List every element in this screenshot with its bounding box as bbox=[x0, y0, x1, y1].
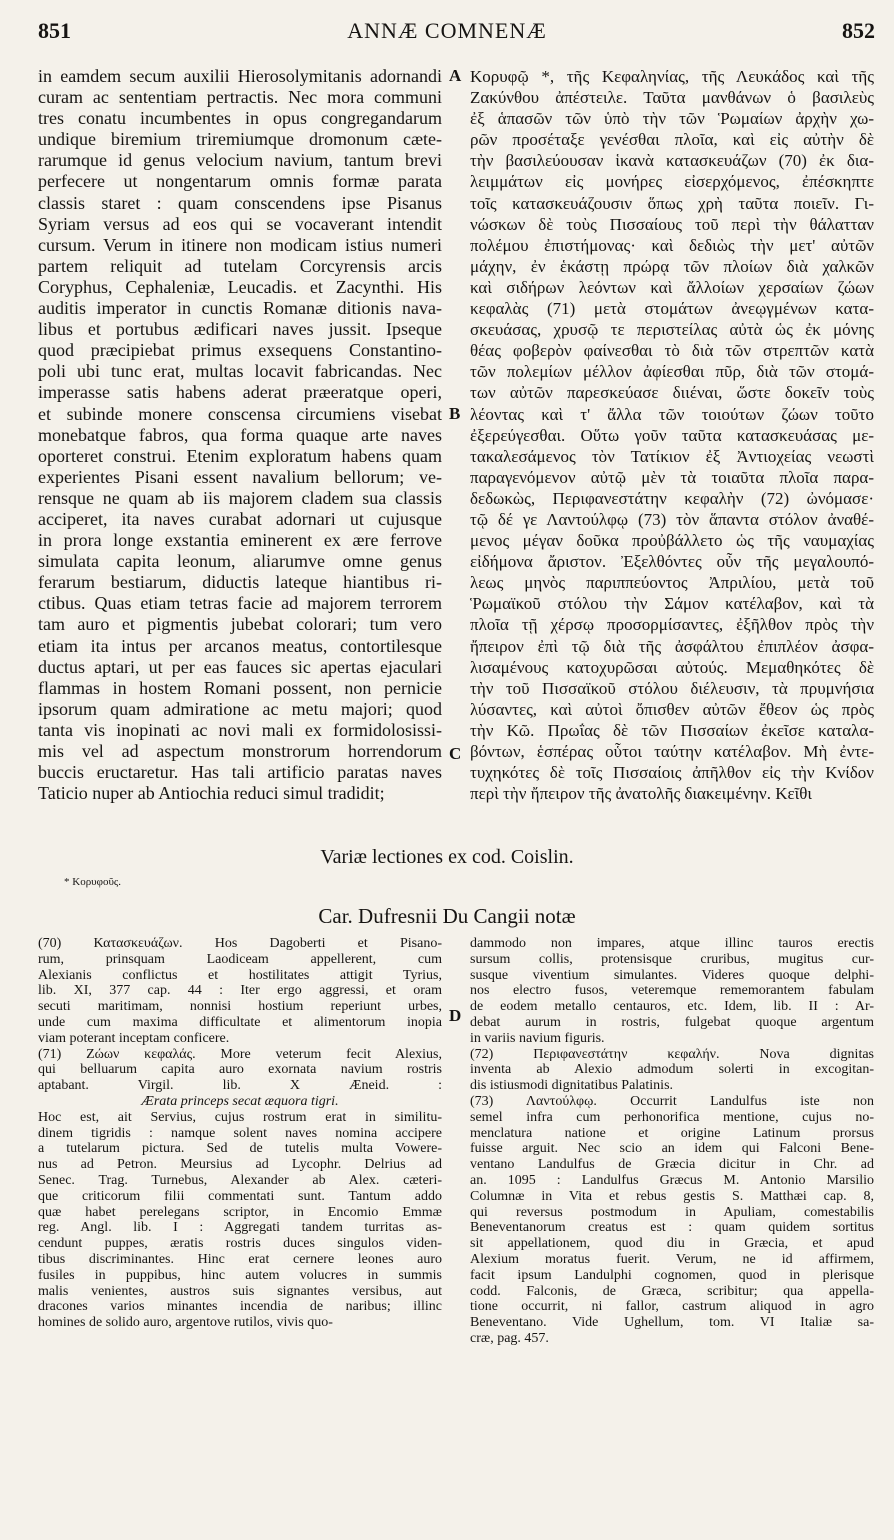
latin-text-line: in eamdem secum auxilii Hierosolymitanis adornandi bbox=[38, 66, 442, 86]
latin-text-line: tres conatu incumbentes in opus congregandarum bbox=[38, 108, 442, 129]
note-line: susque viventium simulantes. Videres quoque delphi- bbox=[470, 967, 874, 983]
latin-text-line: ferarum bestiarum, diductis lateque hiantibus ri- bbox=[38, 572, 442, 593]
margin-mark-b: B bbox=[449, 404, 461, 423]
latin-text-line: tam auro et pigmentis jubebat colorari; tum vero bbox=[38, 614, 442, 635]
note-line: cræ, pag. 457. bbox=[470, 1330, 549, 1346]
greek-text-line: λεως μηνὸς παριππεύοντος Ἀπριλίου, μετὰ τοῦ bbox=[470, 573, 874, 593]
notes-right-column bbox=[470, 936, 874, 1347]
page-number-left: 851 bbox=[38, 18, 71, 43]
latin-text-line: cursum. Verum in itinere non modicam istius numeri bbox=[38, 234, 442, 255]
latin-text-line: tanta vis inopinati ac novi mali ex formidolosissi- bbox=[38, 719, 442, 740]
greek-text-line: τακαλεσάμενος τὸν Τατίκιον ἐξ Ἀντιοχείας νεωστὶ bbox=[470, 446, 874, 466]
latin-text-line: ipsorum quam admiratione ac metu majori; quod bbox=[38, 698, 442, 719]
latin-text-line: simulata capita leonum, aliarumve omne genus bbox=[38, 551, 442, 572]
page-header bbox=[0, 18, 894, 52]
greek-text-line: θέας φοβερὸν φαίνεσθαι τὸ διὰ τῶν στρεπτῶν κατὰ bbox=[470, 341, 874, 361]
greek-text-line: σκευάσας, χρυσῷ τε περιστείλας αὐτὰ ὡς ἐκ μόνης bbox=[470, 320, 874, 340]
margin-mark-a: A bbox=[449, 66, 462, 85]
note-line: Beneventano. Vide Ughellum, tom. VI Italiæ sa- bbox=[470, 1315, 874, 1331]
greek-text-line: Κορυφῷ *, τῆς Κεφαληνίας, τῆς Λευκάδος καὶ τῆς bbox=[470, 67, 874, 86]
note-line: nos electro fusos, veteremque rememorantem fabulam bbox=[470, 983, 874, 999]
latin-text-line: undique biremium triremiumque dromonum cæte- bbox=[38, 129, 442, 150]
note-line: (71) Ζώων κεφαλάς. More veterum fecit Alexius, bbox=[38, 1046, 442, 1062]
note-line: aptabant. Virgil. lib. X Æneid. : bbox=[38, 1078, 442, 1094]
note-line: dis istiusmodi dignitatibus Palatinis. bbox=[470, 1078, 674, 1094]
note-line: de eodem metallo centauros, etc. Idem, lib. II : Ar- bbox=[470, 999, 874, 1015]
greek-text-line: δεδωκὼς, Περιφανεστάτην κεφαλὴν (72) ὠνόμασε· bbox=[470, 488, 874, 508]
greek-text-line: τὴν τοῦ Πισσαϊκοῦ στόλου διέλευσιν, τὰ πρυμνήσια bbox=[470, 678, 874, 698]
note-line: tibus discriminantes. Hinc erat cernere leones auro bbox=[38, 1251, 442, 1267]
greek-text-line: περὶ τὴν ἤπειρον τῆς ἀνατολῆς διακειμένην. Κεῖθι bbox=[470, 784, 812, 804]
latin-text-line: rensque ne quam ab iis majorem cladem sua classis bbox=[38, 487, 442, 508]
greek-text-line: καὶ σιδήρων λεόντων καὶ ἄλλοίων χερσαίων ζώων bbox=[470, 277, 874, 297]
greek-text-line: τῷ δέ γε Λαντούλφῳ (73) τὸν ἅπαντα στόλον ἀναθέ- bbox=[470, 509, 874, 529]
greek-text-line: ρῶν προσέταξε γενέσθαι πλοῖα, καὶ εἰς αὐτὴν δὲ bbox=[470, 130, 874, 150]
note-line: unde cum maxima difficultate et alimentorum inopia bbox=[38, 1014, 442, 1030]
note-line: an. 1095 : Landulfus Græcus M. Antonio Marsilio bbox=[470, 1172, 874, 1188]
note-line: cendunt puppes, æratis rostris duces singulos viden- bbox=[38, 1236, 442, 1252]
latin-text-line: Taticio nuper ab Antiochia reduci simul tradidit; bbox=[38, 783, 385, 804]
latin-text-line: classis staret : quam conscendens ipse Pisanus bbox=[38, 192, 442, 213]
greek-text-line: λειμμάτων εἰς μονήρες εἰσερχόμενος, ἐπέσκηπτε bbox=[470, 172, 874, 192]
notes-left-column bbox=[38, 936, 442, 1331]
latin-text-line: buccis eructaretur. Has tali artificio paratas naves bbox=[38, 762, 442, 783]
greek-text-line: τυχηκότες δὲ τοῖς Πισσαίοις ἀπῆλθον εἰς τὴν Κνίδον bbox=[470, 763, 874, 783]
note-line: in variis navium figuris. bbox=[470, 1030, 605, 1046]
greek-text-line: εἰδήμονα ἄριστον. Ἐξελθόντες οὖν τῆς μεγαλουπό- bbox=[470, 552, 874, 572]
margin-mark-d: D bbox=[449, 1006, 462, 1025]
latin-text-line: perfecere ut nongentarum omnis formæ parata bbox=[38, 171, 442, 192]
variae-lectiones-heading: Variæ lectiones ex cod. Coislin. bbox=[320, 846, 574, 868]
greek-text-line: λισαμένους κατοχυρῶσαι αὐτούς. Μεμαθηκότες δὲ bbox=[470, 657, 874, 677]
greek-text-line: πολέμου ἐπιστήμονας· καὶ δεδιὼς τὴν μετ' αὐτῶν bbox=[470, 235, 874, 255]
greek-text-line: ἐξερεύγεσθαι. Οὕτω γοῦν ταῦτα κατασκευάσας με- bbox=[470, 425, 874, 445]
latin-text-line: partem reliquit ad tutelam Corcyrensis arcis bbox=[38, 255, 442, 276]
greek-text-line: ἤπειρον ἐπὶ τῷ διὰ τῆς ἀσφάλτου ἐπιπλέον ἀσφα- bbox=[470, 636, 874, 656]
latin-text-line: rarumque id genus velocium navium, tantum brevi bbox=[38, 150, 442, 171]
note-line: inventa ab Alexio admodum solerti in excogitan- bbox=[470, 1062, 874, 1078]
note-line: Beneventanorum creatus est : quam quidem sortitus bbox=[470, 1220, 874, 1236]
note-line: rum, prinsquam Laodiceam appellerent, cum bbox=[38, 951, 442, 967]
note-line: codd. Falconis, de Græca, scribitur; qua appella- bbox=[470, 1283, 874, 1299]
latin-text-line: curam ac sententiam pertractis. Nec mora communi bbox=[38, 87, 442, 108]
latin-text-line: monebatque fabros, qua forma quaque arte naves bbox=[38, 424, 442, 445]
note-line: menclatura natione et origine Latinum prorsus bbox=[470, 1125, 874, 1141]
note-line: ventano Landulfus de Græcia dicitur in Chr. ad bbox=[470, 1157, 874, 1173]
latin-text-line: mis vel ad aspectum monstrorum horrendorum bbox=[38, 741, 442, 761]
latin-text-line: poli ubi tunc erat, multas locavit fabricandas. Nec bbox=[38, 361, 442, 382]
note-line: (70) Κατασκευάζων. Hos Dagoberti et Pisano- bbox=[38, 936, 442, 951]
greek-text-line: παραγενόμενον αὐτῷ μὲν τὰ τοιαῦτα πλοῖα παρα- bbox=[470, 467, 874, 487]
latin-text-line: Coryphus, Cephaleniæ, Leucadis. et Zacynthi. His bbox=[38, 276, 442, 297]
note-line: secuti maritimam, nonnisi hostium reperiunt urbes, bbox=[38, 999, 442, 1015]
latin-text-line: ctibus. Quas etiam tetras facie ad majorem terrorem bbox=[38, 593, 442, 614]
note-line: viam poterant inceptam conficere. bbox=[38, 1030, 230, 1046]
greek-text-line: μάχην, ἐν ἑκάστῃ πρώρᾳ τῶν πλοίων διὰ χαλκῶν bbox=[470, 256, 874, 276]
note-line: Columnæ in Vita et rebus gestis S. Matthæi cap. 8, bbox=[470, 1188, 874, 1204]
greek-text-line: λέοντας καὶ τ' ἄλλα τῶν τοιούτων ζώων τοῦτο bbox=[470, 404, 874, 424]
note-line: dracones varios minantes incendia de naribus; illinc bbox=[38, 1299, 442, 1315]
note-line: Alexium moratus fuerit. Verum, ne id affirmem, bbox=[470, 1251, 874, 1267]
greek-text-line: Ζακύνθου ἀπέστειλε. Ταῦτα μανθάνων ὁ βασιλεὺς bbox=[470, 88, 874, 108]
variant-reading-note: * Κορυφοῦς. bbox=[64, 876, 122, 888]
latin-text-line: etiam ita intus per arcanos meatus, contortilesque bbox=[38, 635, 442, 656]
notes-heading: Car. Dufresnii Du Cangii notæ bbox=[318, 904, 576, 928]
greek-text-line: τὴν Κῶ. Πρωΐας δὲ τῶν Πισσαίων ἐκεῖσε καταλα- bbox=[470, 720, 874, 740]
latin-text-line: quod præcipiebat primus exsequens Constantino- bbox=[38, 340, 442, 361]
note-line: Ærata princeps secat æquora tigri. bbox=[141, 1093, 339, 1109]
note-line: tione occurrit, ni fallor, castrum aliquod in agro bbox=[470, 1299, 874, 1315]
note-line: fuisse arguit. Nec scio an idem qui Falconi Bene- bbox=[470, 1141, 874, 1157]
note-line: Alexianis conflictus et hostilitates attigit Tyrius, bbox=[38, 967, 442, 983]
note-line: debat aurum in rostris, fulgebat quoque argentum bbox=[470, 1014, 874, 1030]
note-line: malis venientes, austros suis signantes versibus, aut bbox=[38, 1283, 442, 1299]
note-line: lib. XI, 377 cap. 44 : Iter ergo aggressi, et oram bbox=[38, 983, 442, 999]
latin-text-line: ductus aptari, ut per eas fauces sic apertas ejaculari bbox=[38, 656, 442, 677]
note-line: sit appellationem, quod diu in Græcia, et apud bbox=[470, 1236, 874, 1252]
latin-text-line: in prora longe exstantia eminerent ex ære ferrove bbox=[38, 530, 442, 551]
note-line: (73) Λαντούλφῳ. Occurrit Landulfus iste non bbox=[470, 1093, 874, 1109]
greek-text-line: ἐξ ἁπασῶν τῶν ὑπὸ τὴν τῶν Ῥωμαίων ἀρχὴν χω- bbox=[470, 109, 874, 129]
latin-text-column bbox=[38, 66, 442, 804]
running-title: ANNÆ COMNENÆ bbox=[347, 18, 547, 43]
page-number-right: 852 bbox=[842, 18, 875, 43]
latin-text-line: oporteret construi. Etenim exploratum habens quam bbox=[38, 445, 442, 466]
note-line: que criticorum filii commentati sunt. Tantum addo bbox=[38, 1188, 442, 1204]
latin-text-line: auditis imperator in cunctis Romanæ ditionis nava- bbox=[38, 298, 442, 319]
note-line: facit ipsum Landulphi cognomen, quod in plerisque bbox=[470, 1267, 874, 1283]
note-line: fusiles in puppibus, hinc autem volucres in summis bbox=[38, 1267, 442, 1283]
latin-text-line: imperasse satis habens aderat præeratque operi, bbox=[38, 382, 442, 403]
note-line: semel infra cum perhonorifica mentione, cujus no- bbox=[470, 1109, 874, 1125]
greek-text-line: λύσαντες, καὶ αὐτοὶ ὄπισθεν αὐτῶν ἔθεον ὡς πρὸς bbox=[470, 699, 874, 719]
latin-text-line: Syriam versus ad eos qui se vocaverant intendit bbox=[38, 213, 442, 234]
note-line: qui reversus postmodum in Apuliam, comestabilis bbox=[470, 1204, 874, 1220]
note-line: homines de solido auro, argentove rutilos, vivis quo- bbox=[38, 1315, 333, 1331]
latin-text-line: libus et portubus ædificari naves jussit. Ipseque bbox=[38, 319, 442, 340]
note-line: reg. Angl. lib. I : Aggregati tandem turritas as- bbox=[38, 1220, 442, 1236]
latin-text-line: experientes Pisani essent navalium bellorum; ve- bbox=[38, 466, 442, 487]
latin-text-line: acciperet, ita naves curabat adornari ut cujusque bbox=[38, 508, 442, 529]
greek-text-line: βόντων, ἑσπέρας οὗτοι ταύτην κατέλαβον. Μὴ ἐντε- bbox=[470, 742, 874, 761]
greek-text-line: των αὐτῶν παρεσκεύασε διιέναι, ὥστε δοκεῖν τοὺς bbox=[470, 383, 874, 403]
greek-text-line: μενος μέγαν δοῦκα προὐβάλλετο ὡς τῆς ναυμαχίας bbox=[470, 531, 874, 551]
note-line: Senec. Trag. Turnebus, Alexander ab Alex. cæteri- bbox=[38, 1172, 442, 1188]
note-line: sursum collis, protensisque cruribus, mugitus cur- bbox=[470, 951, 874, 967]
greek-text-column bbox=[470, 66, 874, 804]
greek-text-line: Ῥωμαϊκοῦ στόλου τὴν Σάμον κατέλαβον, καὶ τὰ bbox=[470, 594, 874, 614]
note-line: nus ad Petron. Meursius ad Lycophr. Delrius ad bbox=[38, 1157, 442, 1173]
note-line: a tutelarum pictura. Sed de tutelis multa Vowere- bbox=[38, 1141, 442, 1157]
note-line: (72) Περιφανεστάτην κεφαλήν. Nova dignitas bbox=[470, 1046, 874, 1062]
greek-text-line: κεφαλὰς (71) μετὰ στομάτων ἀνεῳγμένων κατα- bbox=[470, 299, 874, 319]
note-line: qui belluarum capita auro exornata navium rostris bbox=[38, 1062, 442, 1078]
note-line: dammodo non impares, atque illinc tauros erectis bbox=[470, 936, 874, 951]
note-line: dinem tigridis : namque solent naves nomina accipere bbox=[38, 1125, 442, 1141]
note-line: quæ habet perelegans scriptor, in Encomio Emmæ bbox=[38, 1204, 442, 1220]
margin-mark-c: C bbox=[449, 744, 462, 763]
note-line: Hoc est, ait Servius, cujus rostrum erat in similitu- bbox=[38, 1109, 442, 1125]
latin-text-line: et subinde monere conscensa circumiens visebat bbox=[38, 403, 442, 424]
greek-text-line: τὴν βασιλεύουσαν ἱκανὰ κατασκευάζων (70) ἐκ δια- bbox=[470, 151, 874, 171]
greek-text-line: τῶν πολεμίων μέλλον ἀφίεσθαι πῦρ, διὰ τῶν στομά- bbox=[470, 362, 874, 382]
greek-text-line: τοῖς κατασκευάζουσιν ὅπως χρὴ ταῦτα ποιεῖν. Γι- bbox=[470, 193, 874, 213]
latin-text-line: flammas in hostem Romani possent, non pernicie bbox=[38, 677, 442, 698]
greek-text-line: πλοῖα τῇ χέρσῳ προσορμίσαντες, ἐξῆλθον πρὸς τὴν bbox=[470, 615, 874, 635]
greek-text-line: νώσκων δὲ τοὺς Πισσαίους τοῦ περὶ τὴν θάλατταν bbox=[470, 214, 874, 234]
